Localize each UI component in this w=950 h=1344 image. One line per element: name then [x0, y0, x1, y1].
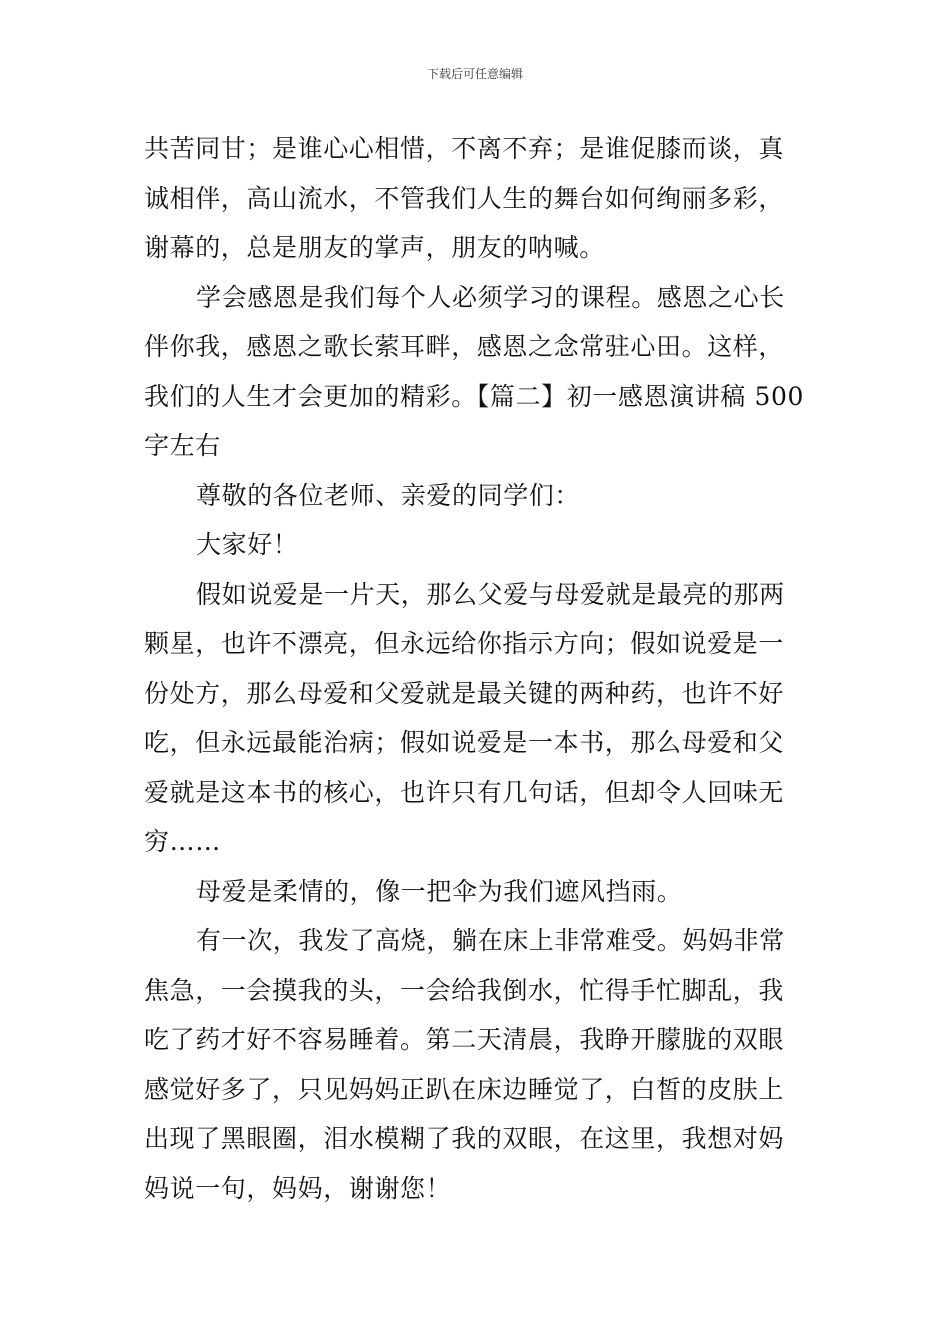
text-line: 穷…… — [144, 827, 221, 856]
text-line: 妈说一句，妈妈，谢谢您！ — [144, 1173, 452, 1203]
text-line: 假如说爱是一片天，那么父爱与母爱就是最亮的那两 — [196, 579, 785, 609]
text-line: 焦急，一会摸我的头，一会给我倒水，忙得手忙脚乱，我 — [144, 975, 785, 1005]
text-line: 诚相伴，高山流水，不管我们人生的舞台如何绚丽多彩， — [144, 183, 785, 213]
text-line: 谢幕的，总是朋友的掌声，朋友的呐喊。 — [144, 233, 605, 262]
text-line: 吃，但永远最能治病；假如说爱是一本书，那么母爱和父 — [144, 728, 785, 757]
text-line: 大家好！ — [196, 530, 299, 559]
text-line: 母爱是柔情的，像一把伞为我们遮风挡雨。 — [196, 876, 683, 906]
text-line: 爱就是这本书的核心，也许只有几句话，但却令人回味无 — [144, 777, 785, 807]
text-line: 尊敬的各位老师、亲爱的同学们： — [196, 480, 581, 510]
text-line: 字左右 — [144, 431, 221, 460]
page-header: 下载后可任意编辑 — [426, 67, 523, 81]
text-line: 份处方，那么母爱和父爱就是最关键的两种药，也许不好 — [144, 678, 785, 708]
text-line: 我们的人生才会更加的精彩。【篇二】初一感恩演讲稿 500 — [144, 381, 804, 411]
text-line: 有一次，我发了高烧，躺在床上非常难受。妈妈非常 — [196, 926, 785, 955]
document-body — [144, 124, 810, 1213]
text-line: 感觉好多了，只见妈妈正趴在床边睡觉了，白皙的皮肤上 — [144, 1074, 785, 1104]
text-line: 学会感恩是我们每个人必须学习的课程。感恩之心长 — [196, 282, 785, 312]
text-line: 颗星，也许不漂亮，但永远给你指示方向；假如说爱是一 — [144, 629, 785, 658]
text-line: 吃了药才好不容易睡着。第二天清晨，我睁开朦胧的双眼 — [144, 1025, 785, 1054]
text-line: 出现了黑眼圈，泪水模糊了我的双眼，在这里，我想对妈 — [144, 1124, 785, 1153]
text-line: 伴你我，感恩之歌长萦耳畔，感恩之念常驻心田。这样， — [144, 332, 785, 361]
text-line: 共苦同甘；是谁心心相惜，不离不弃；是谁促膝而谈，真 — [144, 134, 785, 163]
